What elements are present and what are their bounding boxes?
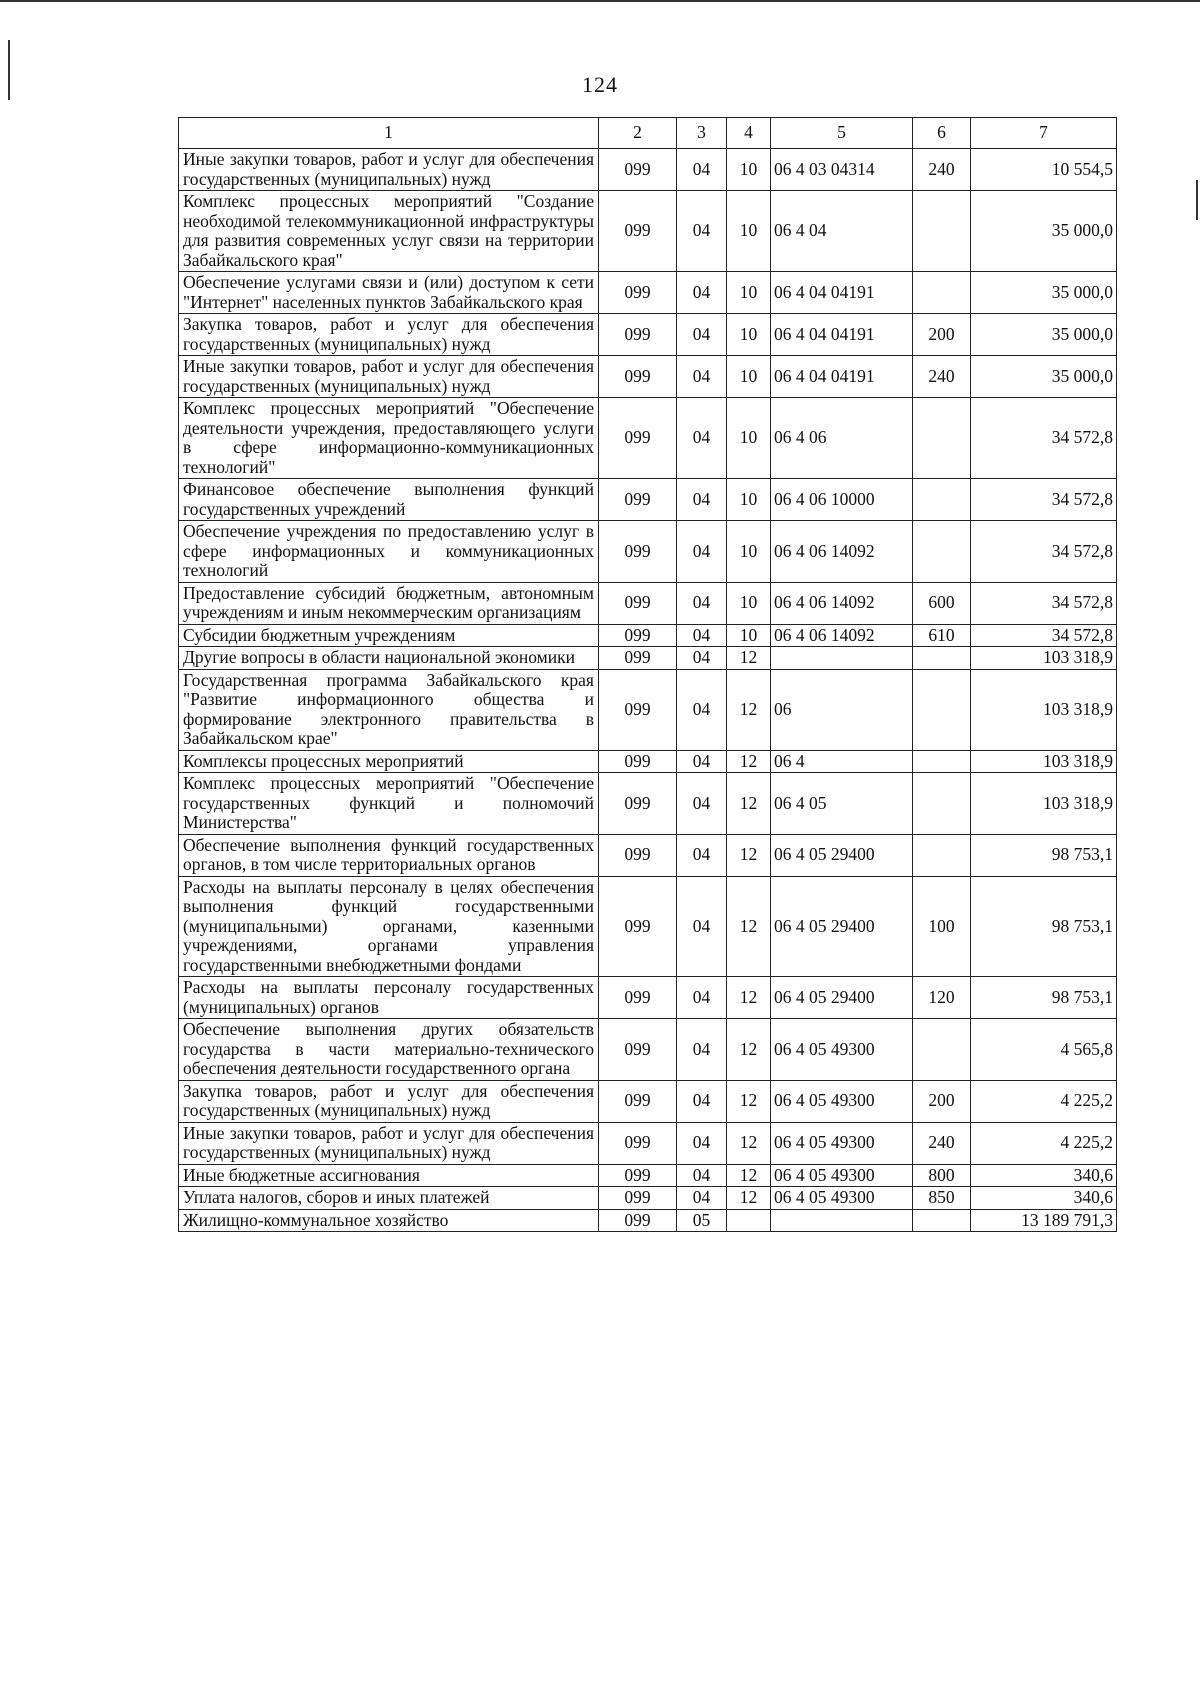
row-name-cell: Расходы на выплаты персоналу государственных (муниципальных) органов [179,977,599,1019]
right-margin-mark [1196,180,1198,220]
table-row [179,647,1117,670]
code-cell-5: 06 4 04 04191 [771,272,913,314]
row-name-cell: Закупка товаров, работ и услуг для обеспечения государственных (муниципальных) нужд [179,1080,599,1122]
row-name-cell: Предоставление субсидий бюджетным, автономным учреждениям и иным некоммерческим организациям [179,582,599,624]
amount-cell: 98 753,1 [971,834,1117,876]
table-row [179,1019,1117,1081]
table-body [179,149,1117,1232]
amount-cell: 35 000,0 [971,191,1117,272]
code-cell-4: 12 [727,876,771,977]
code-cell-3: 04 [677,479,727,521]
code-cell-3: 04 [677,356,727,398]
code-cell-6 [913,669,971,750]
table-row [179,773,1117,835]
table-row [179,1187,1117,1210]
code-cell-2: 099 [599,272,677,314]
code-cell-5: 06 4 05 29400 [771,876,913,977]
code-cell-4: 12 [727,1080,771,1122]
row-name-cell: Жилищно-коммунальное хозяйство [179,1209,599,1232]
code-cell-2: 099 [599,582,677,624]
code-cell-3: 04 [677,272,727,314]
code-cell-4: 12 [727,647,771,670]
code-cell-5: 06 4 05 49300 [771,1080,913,1122]
code-cell-5 [771,647,913,670]
code-cell-2: 099 [599,876,677,977]
code-cell-4: 12 [727,977,771,1019]
code-cell-4: 12 [727,1019,771,1081]
table-row [179,834,1117,876]
row-name-cell: Комплекс процессных мероприятий "Обеспечение государственных функций и полномочий Министерства" [179,773,599,835]
row-name-cell: Другие вопросы в области национальной экономики [179,647,599,670]
code-cell-5: 06 4 04 04191 [771,356,913,398]
row-name-cell: Иные закупки товаров, работ и услуг для обеспечения государственных (муниципальных) нужд [179,1122,599,1164]
code-cell-2: 099 [599,1209,677,1232]
code-cell-6 [913,479,971,521]
amount-cell: 98 753,1 [971,876,1117,977]
table-row [179,582,1117,624]
table-row [179,521,1117,583]
code-cell-2: 099 [599,647,677,670]
row-name-cell: Комплексы процессных мероприятий [179,750,599,773]
code-cell-6 [913,1019,971,1081]
amount-cell: 98 753,1 [971,977,1117,1019]
code-cell-2: 099 [599,1080,677,1122]
table-row [179,1080,1117,1122]
code-cell-6: 200 [913,1080,971,1122]
table-row [179,149,1117,191]
code-cell-5: 06 4 04 [771,191,913,272]
table-row [179,750,1117,773]
row-name-cell: Обеспечение выполнения других обязательств государства в части материально-технического обеспечения деятельности государственного органа [179,1019,599,1081]
column-header-4: 4 [727,118,771,149]
row-name-cell: Субсидии бюджетным учреждениям [179,624,599,647]
table-row [179,398,1117,479]
row-name-cell: Закупка товаров, работ и услуг для обеспечения государственных (муниципальных) нужд [179,314,599,356]
code-cell-5: 06 4 05 29400 [771,977,913,1019]
row-name-cell: Иные бюджетные ассигнования [179,1164,599,1187]
table-row [179,191,1117,272]
code-cell-3: 04 [677,1080,727,1122]
code-cell-2: 099 [599,773,677,835]
column-header-5: 5 [771,118,913,149]
code-cell-6 [913,398,971,479]
table-row [179,356,1117,398]
code-cell-4: 10 [727,521,771,583]
code-cell-5: 06 4 05 49300 [771,1122,913,1164]
amount-cell: 103 318,9 [971,773,1117,835]
code-cell-3: 04 [677,647,727,670]
code-cell-6 [913,191,971,272]
code-cell-2: 099 [599,977,677,1019]
budget-table [178,117,1117,1232]
code-cell-6 [913,750,971,773]
code-cell-4: 10 [727,624,771,647]
code-cell-5: 06 4 06 14092 [771,521,913,583]
row-name-cell: Иные закупки товаров, работ и услуг для обеспечения государственных (муниципальных) нужд [179,356,599,398]
table-row [179,977,1117,1019]
amount-cell: 103 318,9 [971,750,1117,773]
code-cell-5: 06 4 05 49300 [771,1164,913,1187]
code-cell-5 [771,1209,913,1232]
amount-cell: 13 189 791,3 [971,1209,1117,1232]
code-cell-6: 240 [913,149,971,191]
amount-cell: 34 572,8 [971,398,1117,479]
amount-cell: 4 225,2 [971,1080,1117,1122]
code-cell-4 [727,1209,771,1232]
code-cell-4: 10 [727,582,771,624]
code-cell-6 [913,647,971,670]
page-number: 124 [582,72,618,97]
code-cell-4: 12 [727,1164,771,1187]
row-name-cell: Иные закупки товаров, работ и услуг для обеспечения государственных (муниципальных) нужд [179,149,599,191]
amount-cell: 35 000,0 [971,314,1117,356]
code-cell-6 [913,521,971,583]
code-cell-5: 06 4 [771,750,913,773]
code-cell-2: 099 [599,314,677,356]
amount-cell: 4 565,8 [971,1019,1117,1081]
code-cell-3: 04 [677,750,727,773]
table-row [179,669,1117,750]
top-edge-line [0,0,1200,2]
code-cell-3: 04 [677,834,727,876]
amount-cell: 34 572,8 [971,624,1117,647]
amount-cell: 10 554,5 [971,149,1117,191]
code-cell-4: 10 [727,356,771,398]
code-cell-2: 099 [599,479,677,521]
row-name-cell: Обеспечение выполнения функций государственных органов, в том числе территориальных органов [179,834,599,876]
code-cell-5: 06 4 05 29400 [771,834,913,876]
column-header-7: 7 [971,118,1117,149]
code-cell-3: 04 [677,1187,727,1210]
row-name-cell: Финансовое обеспечение выполнения функций государственных учреждений [179,479,599,521]
row-name-cell: Комплекс процессных мероприятий "Создание необходимой телекоммуникационной инфраструктуры для развития современных услуг связи на территории Забайкальского края" [179,191,599,272]
code-cell-5: 06 4 06 14092 [771,624,913,647]
code-cell-4: 12 [727,750,771,773]
code-cell-3: 04 [677,1164,727,1187]
row-name-cell: Обеспечение услугами связи и (или) доступом к сети "Интернет" населенных пунктов Забайкальского края [179,272,599,314]
code-cell-4: 10 [727,149,771,191]
code-cell-6 [913,272,971,314]
row-name-cell: Обеспечение учреждения по предоставлению услуг в сфере информационных и коммуникационных технологий [179,521,599,583]
code-cell-3: 04 [677,1019,727,1081]
table-row [179,1122,1117,1164]
header-row [179,118,1117,149]
code-cell-3: 04 [677,1122,727,1164]
code-cell-6 [913,773,971,835]
row-name-cell: Комплекс процессных мероприятий "Обеспечение деятельности учреждения, предоставляющего услуги в сфере информационно-коммуникационных технологий" [179,398,599,479]
code-cell-5: 06 4 03 04314 [771,149,913,191]
code-cell-4: 10 [727,314,771,356]
code-cell-3: 04 [677,624,727,647]
code-cell-5: 06 4 05 49300 [771,1187,913,1210]
code-cell-2: 099 [599,624,677,647]
table-row [179,876,1117,977]
code-cell-6: 850 [913,1187,971,1210]
code-cell-5: 06 4 06 14092 [771,582,913,624]
code-cell-2: 099 [599,1164,677,1187]
code-cell-3: 04 [677,876,727,977]
code-cell-6: 600 [913,582,971,624]
code-cell-2: 099 [599,1019,677,1081]
row-name-cell: Расходы на выплаты персоналу в целях обеспечения выполнения функций государственными (муниципальными) органами, казенными учреждениями, органами управления государственными внебюджетными фондами [179,876,599,977]
code-cell-2: 099 [599,191,677,272]
code-cell-2: 099 [599,521,677,583]
code-cell-5: 06 4 06 [771,398,913,479]
code-cell-2: 099 [599,149,677,191]
code-cell-5: 06 4 05 49300 [771,1019,913,1081]
column-header-6: 6 [913,118,971,149]
code-cell-4: 12 [727,669,771,750]
amount-cell: 34 572,8 [971,521,1117,583]
code-cell-2: 099 [599,1122,677,1164]
code-cell-2: 099 [599,750,677,773]
code-cell-5: 06 [771,669,913,750]
code-cell-6: 240 [913,356,971,398]
code-cell-3: 04 [677,149,727,191]
code-cell-4: 10 [727,398,771,479]
code-cell-5: 06 4 05 [771,773,913,835]
amount-cell: 34 572,8 [971,582,1117,624]
table-row [179,1209,1117,1232]
table-row [179,479,1117,521]
amount-cell: 103 318,9 [971,647,1117,670]
code-cell-5: 06 4 04 04191 [771,314,913,356]
code-cell-2: 099 [599,356,677,398]
row-name-cell: Государственная программа Забайкальского края "Развитие информационного общества и формирование электронного правительства в Забайкальском крае" [179,669,599,750]
code-cell-2: 099 [599,834,677,876]
row-name-cell: Уплата налогов, сборов и иных платежей [179,1187,599,1210]
column-header-2: 2 [599,118,677,149]
code-cell-3: 04 [677,773,727,835]
code-cell-4: 10 [727,479,771,521]
code-cell-3: 04 [677,521,727,583]
code-cell-3: 04 [677,398,727,479]
code-cell-2: 099 [599,669,677,750]
amount-cell: 34 572,8 [971,479,1117,521]
table-row [179,272,1117,314]
code-cell-4: 12 [727,773,771,835]
column-header-3: 3 [677,118,727,149]
code-cell-3: 04 [677,582,727,624]
amount-cell: 4 225,2 [971,1122,1117,1164]
code-cell-6: 200 [913,314,971,356]
code-cell-2: 099 [599,1187,677,1210]
code-cell-6 [913,1209,971,1232]
code-cell-6: 800 [913,1164,971,1187]
code-cell-2: 099 [599,398,677,479]
code-cell-4: 10 [727,191,771,272]
code-cell-3: 04 [677,977,727,1019]
code-cell-4: 12 [727,1122,771,1164]
code-cell-6 [913,834,971,876]
code-cell-3: 04 [677,314,727,356]
code-cell-6: 100 [913,876,971,977]
amount-cell: 340,6 [971,1187,1117,1210]
code-cell-3: 04 [677,191,727,272]
table-row [179,314,1117,356]
code-cell-6: 610 [913,624,971,647]
code-cell-6: 240 [913,1122,971,1164]
amount-cell: 35 000,0 [971,356,1117,398]
code-cell-5: 06 4 06 10000 [771,479,913,521]
table-row [179,624,1117,647]
column-header-1: 1 [179,118,599,149]
code-cell-3: 05 [677,1209,727,1232]
code-cell-4: 12 [727,834,771,876]
table-row [179,1164,1117,1187]
code-cell-3: 04 [677,669,727,750]
amount-cell: 35 000,0 [971,272,1117,314]
code-cell-4: 12 [727,1187,771,1210]
code-cell-4: 10 [727,272,771,314]
code-cell-6: 120 [913,977,971,1019]
amount-cell: 340,6 [971,1164,1117,1187]
amount-cell: 103 318,9 [971,669,1117,750]
